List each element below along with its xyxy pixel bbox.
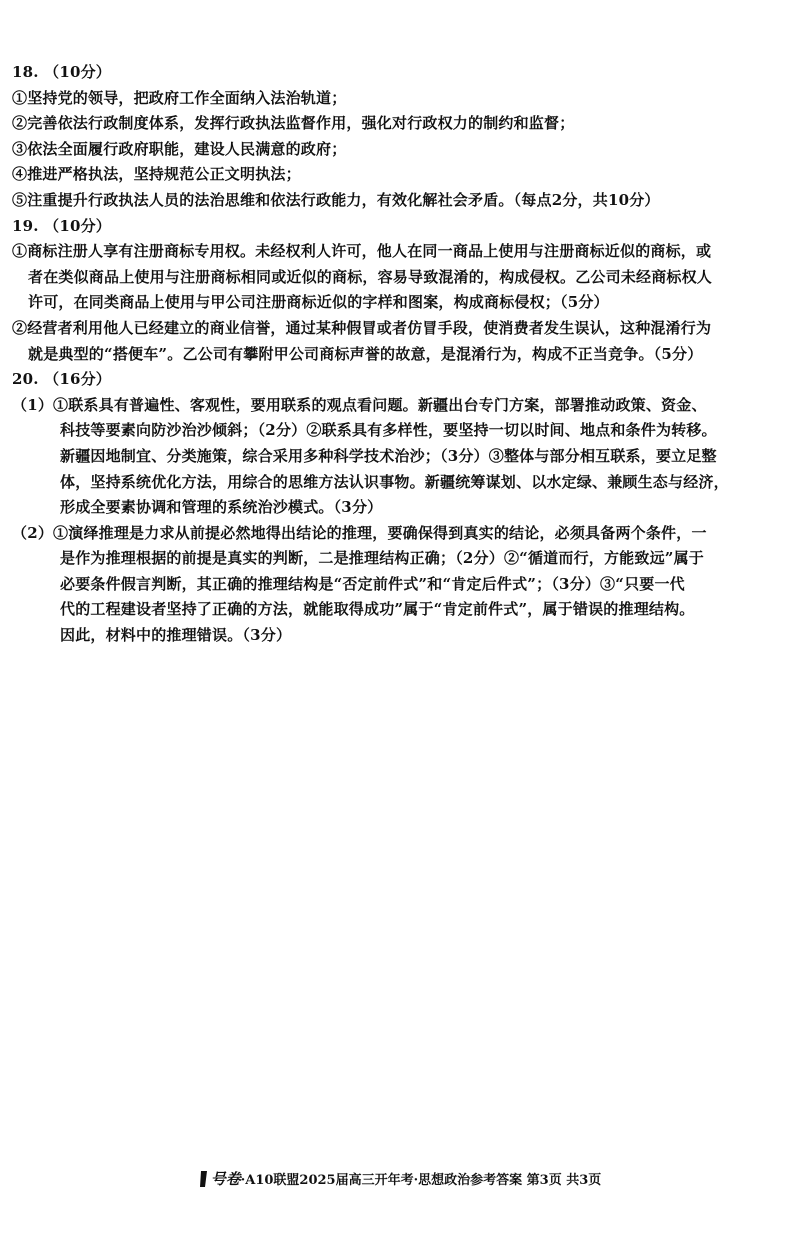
- answer-line: ⑤注重提升行政执法人员的法治思维和依法行政能力，有效化解社会矛盾。（每点2分，共10分）: [12, 190, 660, 209]
- question-20-part-2: [12, 521, 790, 649]
- question-20-heading: 20. （16分）: [12, 370, 111, 389]
- answer-line: ②完善依法行政制度体系，发挥行政执法监督作用，强化对行政权力的制约和监督；: [12, 114, 575, 133]
- page-footer: [0, 1168, 800, 1192]
- answer-line: 因此，材料中的推理错误。（3分）: [60, 626, 292, 645]
- answer-line: ①商标注册人享有注册商标专用权。未经权利人许可，他人在同一商品上使用与注册商标近似的商标，或: [12, 242, 712, 261]
- answer-line: （1）①联系具有普遍性、客观性，要用联系的观点看问题。新疆出台专门方案，部署推动政策、资金、: [12, 395, 707, 414]
- question-20-part-1: [12, 393, 790, 521]
- answer-line: 科技等要素向防沙治沙倾斜；（2分）②联系具有多样性，要坚持一切以时间、地点和条件为转移。: [60, 421, 717, 440]
- answer-line: 必要条件假言判断，其正确的推理结构是“否定前件式”和“肯定后件式”；（3分）③“只要一代: [60, 574, 685, 593]
- answer-line: ②经营者利用他人已经建立的商业信誉，通过某种假冒或者仿冒手段，使消费者发生误认，这种混淆行为: [12, 318, 712, 337]
- answer-line: 是作为推理根据的前提是真实的判断，二是推理结构正确；（2分）②“循道而行，方能致远”属于: [60, 549, 704, 568]
- answer-line: ①坚持党的领导，把政府工作全面纳入法治轨道；: [12, 88, 347, 107]
- footer-text: ·A10联盟2025届高三开年考·思想政治参考答案 第3页 共3页: [240, 1173, 602, 1188]
- question-18: [12, 60, 790, 214]
- answer-line: （2）①演绎推理是力求从前提必然地得出结论的推理，要确保得到真实的结论，必须具备两个条件，一: [12, 523, 707, 542]
- answer-line: 形成全要素协调和管理的系统治沙模式。（3分）: [60, 498, 383, 517]
- exam-logo-icon: [199, 1170, 209, 1192]
- answer-line: 许可，在同类商品上使用与甲公司注册商标近似的字样和图案，构成商标侵权；（5分）: [28, 293, 609, 312]
- answer-line: 体，坚持系统优化方法，用综合的思维方法认识事物。新疆统筹谋划、以水定绿、兼顾生态与经济，: [60, 472, 729, 491]
- logo-text: 号卷: [210, 1170, 241, 1188]
- question-20: [12, 367, 790, 649]
- answer-line: 者在类似商品上使用与注册商标相同或近似的商标，容易导致混淆的，构成侵权。乙公司未经商标权人: [28, 267, 713, 286]
- question-19: [12, 214, 790, 368]
- answer-line: 就是典型的“搭便车”。乙公司有攀附甲公司商标声誉的故意，是混淆行为，构成不正当竞争。（5分）: [28, 344, 703, 363]
- answer-line: 新疆因地制宜、分类施策，综合采用多种科学技术治沙；（3分）③整体与部分相互联系，要立足整: [60, 446, 717, 465]
- answer-content: [12, 60, 790, 649]
- answer-line: 代的工程建设者坚持了正确的方法，就能取得成功”属于“肯定前件式”，属于错误的推理结构。: [60, 600, 695, 619]
- answer-line: ④推进严格执法，坚持规范公正文明执法；: [12, 165, 301, 184]
- question-18-heading: 18. （10分）: [12, 63, 111, 81]
- answer-line: ③依法全面履行政府职能，建设人民满意的政府；: [12, 139, 347, 158]
- question-19-heading: 19. （10分）: [12, 216, 111, 235]
